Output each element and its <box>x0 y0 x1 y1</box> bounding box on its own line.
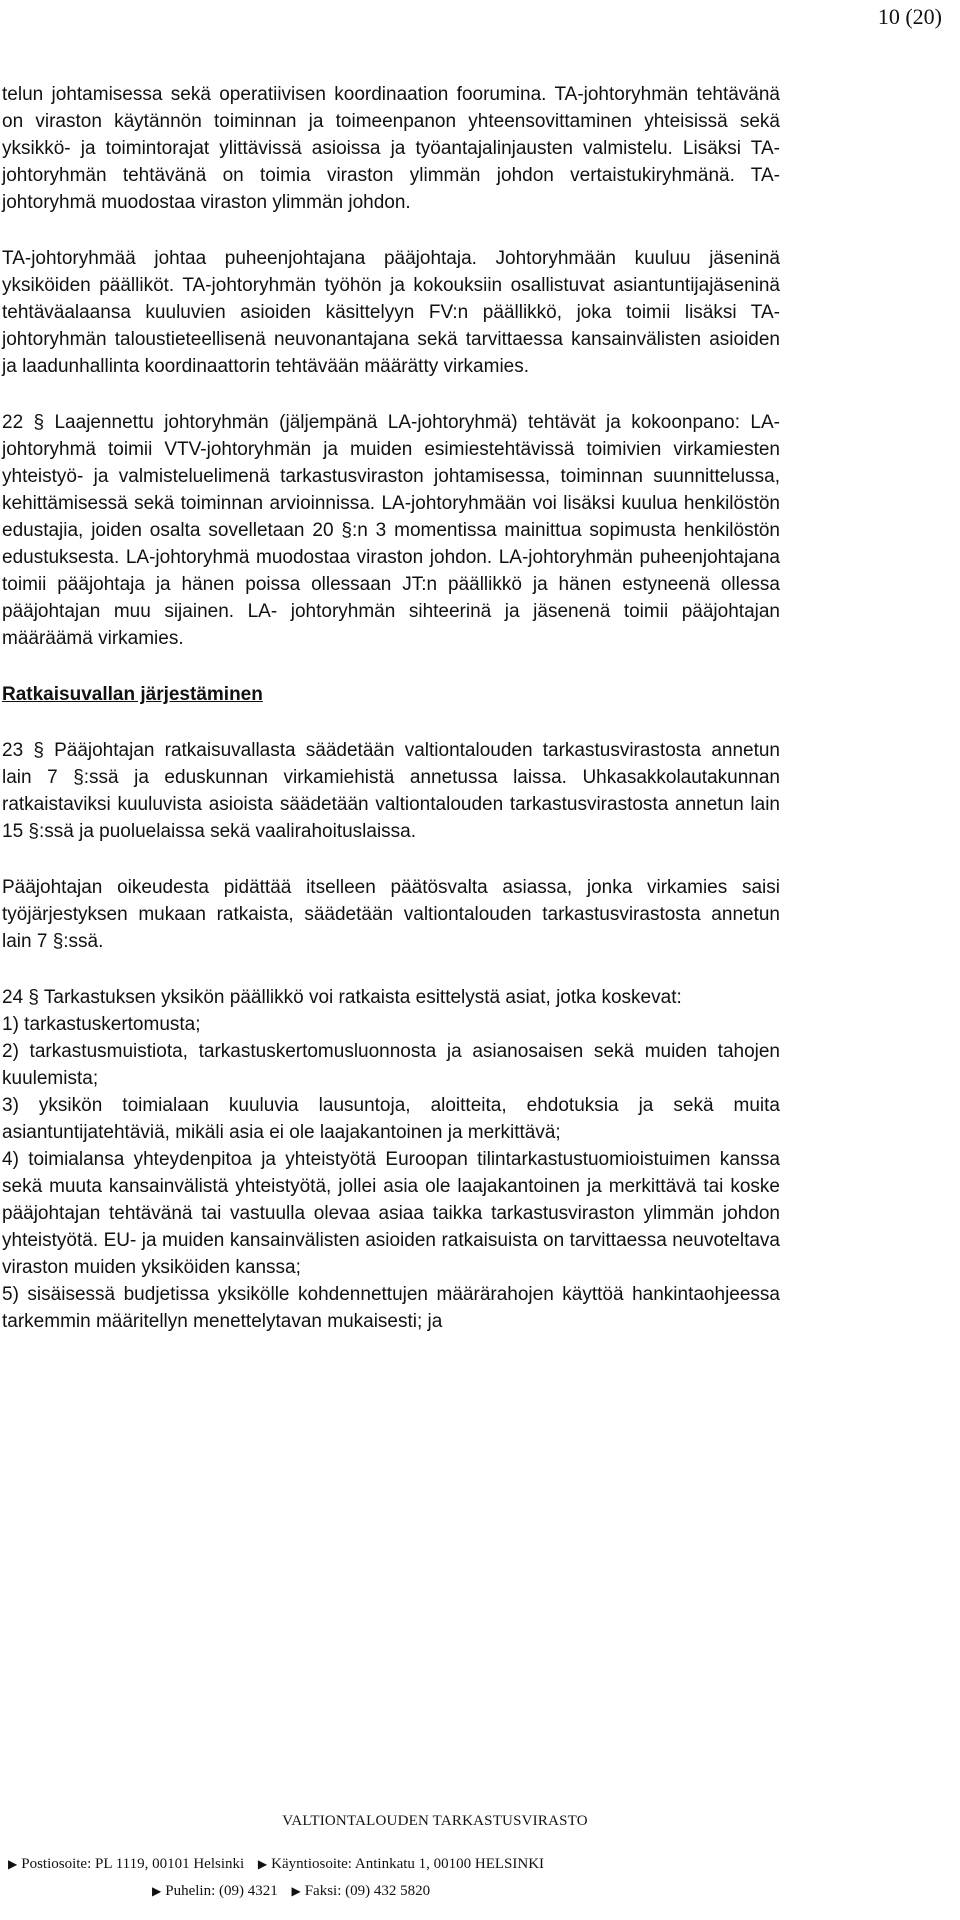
footer-postal-address: Postiosoite: PL 1119, 00101 Helsinki <box>21 1856 245 1872</box>
list-item: 4) toimialansa yhteydenpitoa ja yhteistyötä Euroopan tilintarkastustuomioistuimen kanssa sekä muuta kansainvälistä yhteistyötä, jollei asia ole laajakantoinen ja merkittävä tai koske pääjohtajan tehtävänä tai vastuulla olevaa asiaa taikka tarkastusviraston ylimmän johdon yhteistyötä. EU- ja muiden kansainvälisten asioiden ratkaisuista on tarvittaessa neuvoteltava viraston muiden yksiköiden kanssa; <box>2 1149 780 1278</box>
footer-contact-row <box>152 1883 440 1900</box>
footer-visiting-address: Käyntiosoite: Antinkatu 1, 00100 HELSINKI <box>271 1856 545 1872</box>
triangle-right-icon: ▶ <box>152 1884 162 1898</box>
paragraph-section-23: 23 § Pääjohtajan ratkaisuvallasta säädetään valtiontalouden tarkastusvirastosta annetun lain 7 §:ssä ja eduskunnan virkamiehistä annetussa laissa. Uhkasakkolautakunnan ratkaistaviksi kuuluvista asioista säädetään valtiontalouden tarkastusvirastosta annetun lain 15 §:ssä ja puoluelaissa sekä vaalirahoituslaissa. <box>2 740 780 842</box>
paragraph-section-22: 22 § Laajennettu johtoryhmän (jäljempänä LA-johtoryhmä) tehtävät ja kokoonpano: LA-johtoryhmä toimii VTV-johtoryhmän ja muiden esimiestehtävissä toimivien virkamiesten yhteistyö- ja valmisteluelimenä tarkastusviraston johtamisessa, toiminnan suunnittelussa, kehittämisessä sekä toiminnan arvioinnissa. LA-johtoryhmään voi lisäksi kuulua henkilöstön edustajia, joiden osalta sovelletaan 20 §:n 3 momentissa mainittua sopimusta henkilöstön edustuksesta. LA-johtoryhmä muodostaa viraston johdon. LA-johtoryhmän puheenjohtajana toimii pääjohtaja ja hänen poissa ollessaan JT:n päällikkö ja hänen estyneenä ollessa pääjohtajan muu sijainen. LA- johtoryhmän sihteerinä ja jäsenenä toimii pääjohtajan määräämä virkamies. <box>2 412 780 649</box>
triangle-right-icon: ▶ <box>291 1884 301 1898</box>
triangle-right-icon: ▶ <box>8 1857 18 1871</box>
page-number: 10 (20) <box>877 4 942 29</box>
paragraph-section-24-intro: 24 § Tarkastuksen yksikön päällikkö voi ratkaista esittelystä asiat, jotka koskevat: <box>2 987 682 1008</box>
list-item: 2) tarkastusmuistiota, tarkastuskertomusluonnosta ja asianosaisen sekä muiden tahojen kuulemista; <box>2 1041 780 1089</box>
list-item: 5) sisäisessä budjetissa yksikölle kohdennettujen määrärahojen käyttöä hankintaohjeessa tarkemmin määritellyn menettelytavan mukaisesti; ja <box>2 1284 780 1332</box>
footer-fax: Faksi: (09) 432 5820 <box>304 1883 431 1899</box>
paragraph-ta-johtoryhma-members: TA-johtoryhmää johtaa puheenjohtajana pääjohtaja. Johtoryhmään kuuluu jäseninä yksiköiden päälliköt. TA-johtoryhmän työhön ja kokouksiin osallistuvat asiantuntijajäseninä tehtäväalaansa kuuluvien asioiden käsittelyyn FV:n päällikkö, joka toimii lisäksi TA-johtoryhmän taloustieteellisenä neuvonantajana sekä tarvittaessa kansainvälisten asioiden ja laadunhallinta koordinaattorin tehtävään määrätty virkamies. <box>2 248 780 377</box>
list-item: 3) yksikön toimialaan kuuluvia lausuntoja, aloitteita, ehdotuksia ja sekä muita asiantuntijatehtäviä, mikäli asia ei ole laajakantoinen ja merkittävä; <box>2 1095 780 1143</box>
section-heading: Ratkaisuvallan järjestäminen <box>2 684 263 705</box>
list-item: 1) tarkastuskertomusta; <box>2 1014 201 1035</box>
footer-organization: VALTIONTALOUDEN TARKASTUSVIRASTO <box>282 1813 588 1829</box>
footer-phone: Puhelin: (09) 4321 <box>165 1883 278 1899</box>
paragraph-decision-power: Pääjohtajan oikeudesta pidättää itselleen päätösvalta asiassa, jonka virkamies saisi työjärjestyksen mukaan ratkaista, säädetään valtiontalouden tarkastusvirastosta annetun lain 7 §:ssä. <box>2 877 780 952</box>
document-body <box>2 81 780 1335</box>
paragraph-ta-johtoryhma-tasks: telun johtamisessa sekä operatiivisen koordinaation foorumina. TA-johtoryhmän tehtävänä on viraston käytännön toiminnan ja toimeenpanon yhteensovittaminen yhteisissä sekä yksikkö- ja toimintorajat ylittävissä asioissa ja työantajalinjausten valmistelu. Lisäksi TA-johtoryhmän tehtävänä on toimia viraston ylimmän johdon vertaistukiryhmänä. TA-johtoryhmä muodostaa viraston ylimmän johdon. <box>2 84 780 213</box>
footer-address-row <box>8 1856 554 1873</box>
triangle-right-icon: ▶ <box>257 1857 268 1871</box>
